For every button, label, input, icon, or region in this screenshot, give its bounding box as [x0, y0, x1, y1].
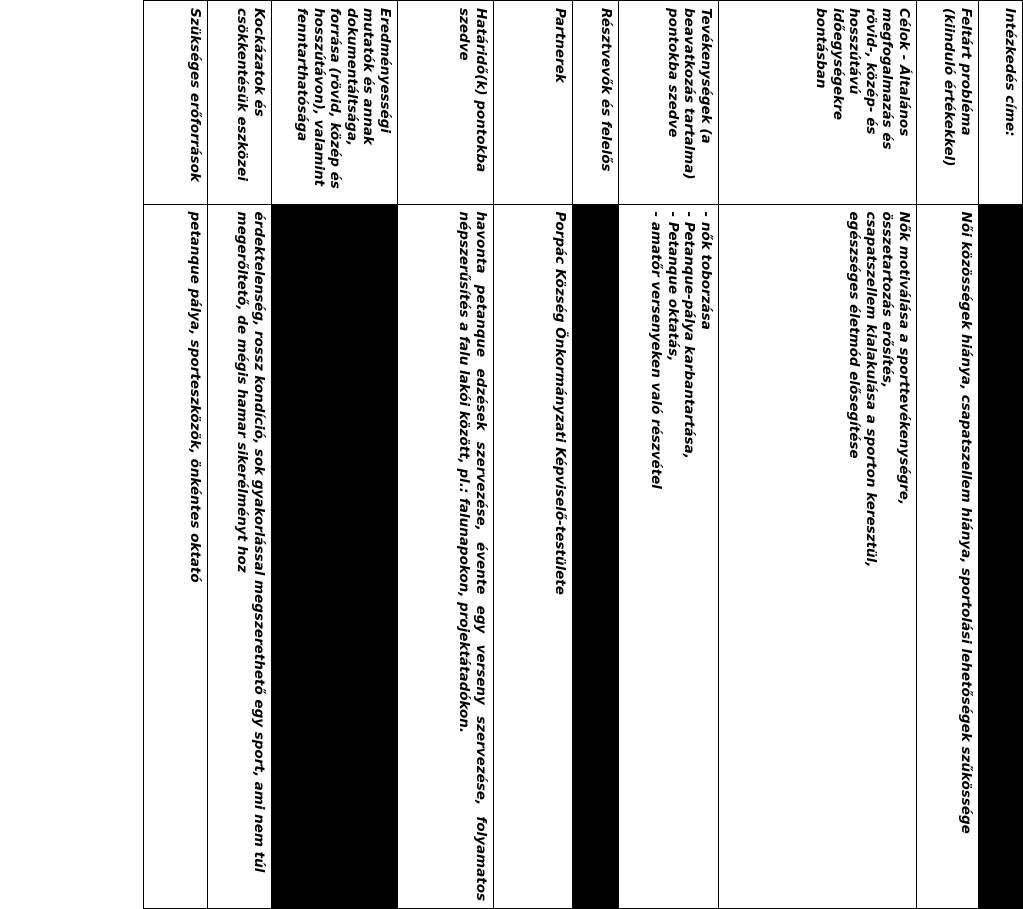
value-line: csapatszellem kialakulása a sporton keresztül,	[863, 211, 879, 568]
value-cell: Női közösségek hiánya, csapatszellem hiánya, sportolási lehetőségek szűkössége	[917, 204, 979, 908]
value-cell	[719, 204, 917, 908]
table-row	[719, 1, 917, 909]
table-row	[272, 1, 398, 909]
value-line: - Petanque oktatás,	[665, 211, 681, 362]
table-row	[573, 1, 619, 909]
label-cell: Célok - Általános megfogalmazás és rövid-, közép- és hosszútávú időegységekre bontásban	[719, 1, 917, 205]
table-row	[494, 1, 573, 909]
label-cell: Határidő(k) pontokba szedve	[398, 1, 494, 205]
table-row	[917, 1, 979, 909]
label-cell: Intézkedés címe:	[979, 1, 1023, 205]
value-cell: havonta petanque edzések szervezése, évente egy verseny szervezése, folyamatos népszerűsítés a falu lakói között, pl.: falunapokon, projektátadókon.	[398, 204, 494, 908]
value-line: Nők motiválása a sporttevékenységre,	[896, 211, 912, 506]
table-row	[619, 1, 719, 909]
label-cell: Kockázatok és csökkentésük eszközei	[208, 1, 272, 205]
value-line: összetartozás erősítés,	[879, 211, 896, 389]
value-cell: petanque pálya, sporteszközök, önkéntes oktató	[144, 204, 208, 908]
table-row	[144, 1, 208, 909]
label-cell: Szükséges erőforrások	[144, 1, 208, 205]
value-line: egészséges életmód elősegítése	[846, 211, 863, 459]
label-cell: Tevékenységek (a beavatkozás tartalma) pontokba szedve	[619, 1, 719, 205]
action-plan-table	[143, 0, 1023, 909]
table-row	[398, 1, 494, 909]
label-cell: Résztvevők és felelős	[573, 1, 619, 205]
value-cell: Porpác Község Önkormányzati Képviselő-testülete	[494, 204, 573, 908]
label-cell: Partnerek	[494, 1, 573, 205]
redacted-value-cell	[573, 204, 619, 908]
value-line: - nők toborzása	[698, 211, 714, 330]
table-row	[208, 1, 272, 909]
value-cell: érdektelenség, rossz kondíció, sok gyakorlással megszerethető egy sport, ami nem túl megerőltető, de mégis hamar sikerélményt hoz	[208, 204, 272, 908]
table-row	[979, 1, 1023, 909]
label-cell: Eredményességi mutatók és annak dokumentáltsága, forrása (rövid, közép és hosszútávon), valamint fenntarthatósága	[272, 1, 398, 205]
label-cell: Feltárt probléma (kiinduló értékekkel)	[917, 1, 979, 205]
redacted-value-cell	[979, 204, 1023, 908]
value-cell	[619, 204, 719, 908]
value-line: - amatőr versenyeken való részvétel	[648, 211, 665, 489]
redacted-value-cell	[272, 204, 398, 908]
value-line: - Petanque-pálya karbantartása,	[681, 211, 698, 459]
